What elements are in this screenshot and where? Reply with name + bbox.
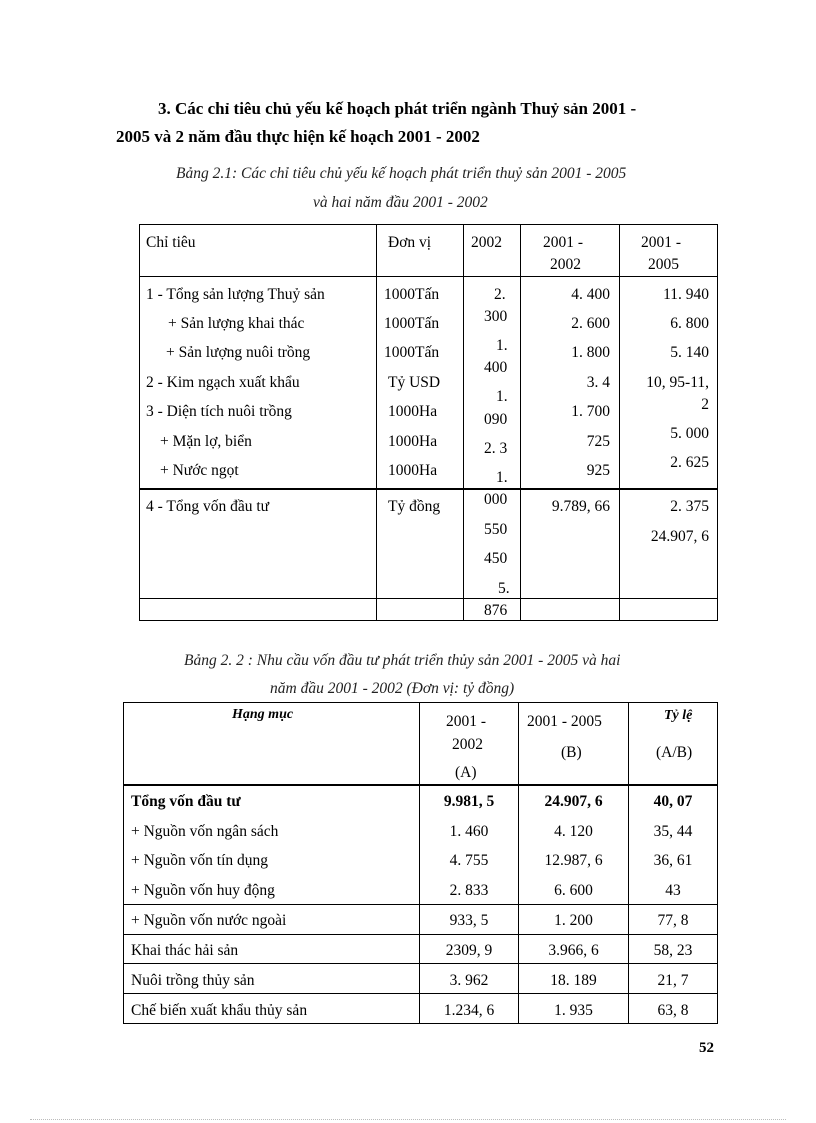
table1-2002-fragment: 400	[484, 359, 508, 376]
table1-header-2001-2005-b: 2005	[648, 256, 679, 273]
table1-2002-fragment: 1.	[496, 388, 508, 405]
table2-row-a: 1.234, 6	[443, 1002, 495, 1019]
table2-header-b-line1: 2001 - 2005	[527, 713, 602, 730]
table2-row-ratio: 77, 8	[657, 912, 689, 929]
table2-row-b: 3.966, 6	[548, 942, 599, 959]
table2-caption-line2: năm đầu 2001 - 2002 (Đơn vị: tỷ đồng)	[270, 680, 515, 697]
table1-vline-3	[520, 224, 521, 621]
section-title-line1: 3. Các chỉ tiêu chủ yếu kế hoạch phát triển ngành Thuỷ sản 2001 -	[158, 99, 637, 118]
table2-row-a: 9.981, 5	[443, 793, 495, 810]
table1-caption-line1: Bảng 2.1: Các chỉ tiêu chủ yếu kế hoạch phát triển thuỷ sản 2001 - 2005	[176, 165, 627, 182]
table1-indicator: + Nước ngọt	[160, 462, 239, 479]
table1-indicator: + Sản lượng khai thác	[168, 315, 305, 332]
table1-2001-2002-value: 3. 4	[586, 374, 610, 391]
table1-border-top	[139, 224, 718, 225]
table1-border-bottom	[139, 620, 718, 621]
table1-2002-fragment: 300	[484, 308, 508, 325]
section-title-line2: 2005 và 2 năm đầu thực hiện kế hoạch 2001 - 2002	[116, 127, 480, 146]
table1-2002-fragment: 450	[484, 550, 508, 567]
table1-header-2001-2002-a: 2001 -	[543, 234, 584, 251]
table2-row-ratio: 21, 7	[657, 972, 689, 989]
table1-indicator: 2 - Kim ngạch xuất khẩu	[146, 374, 300, 391]
table1-unit: 1000Ha	[388, 462, 438, 479]
table2-vline-4	[717, 702, 718, 1024]
table1-thick-divider	[139, 488, 718, 490]
table1-2002-fragment: 000	[484, 491, 508, 508]
table1-2002-fragment: 1.	[496, 337, 508, 354]
table1-2002-fragment: 1.	[496, 469, 508, 486]
table2-row-ratio: 58, 23	[653, 942, 693, 959]
table1-2001-2002-value: 725	[586, 433, 610, 450]
table2-row-label: + Nguồn vốn nước ngoài	[131, 912, 287, 929]
table1-unit: 1000Tấn	[384, 344, 440, 361]
table1-header-divider	[139, 276, 718, 277]
table1-2001-2005-value: 10, 95-11,	[646, 374, 709, 391]
table1-2001-2002-investment: 9.789, 66	[551, 498, 610, 515]
table2-row-label: + Nguồn vốn ngân sách	[131, 823, 279, 840]
table1-unit-investment: Tỷ đồng	[388, 498, 441, 515]
table1-2002-fragment: 090	[484, 411, 508, 428]
table1-indicator: + Sản lượng nuôi trồng	[166, 344, 311, 361]
table1-unit: Tỷ USD	[388, 374, 441, 391]
table1-header-2001-2002-b: 2002	[550, 256, 581, 273]
table1-2002-fragment: 550	[484, 521, 508, 538]
table1-indicator: 3 - Diện tích nuôi trồng	[146, 403, 292, 420]
table2-row-b: 6. 600	[554, 882, 593, 899]
table1-2001-2005-value: 5. 000	[670, 425, 709, 442]
table2-row-b: 1. 200	[554, 912, 593, 929]
table2-row-b: 4. 120	[554, 823, 593, 840]
table1-vline-1	[376, 224, 377, 621]
table1-vline-0	[139, 224, 140, 621]
table2-row-label: + Nguồn vốn huy động	[131, 882, 275, 899]
table1-unit: 1000Tấn	[384, 315, 440, 332]
table1-2002-fragment: 2.	[494, 286, 506, 303]
table2-vline-0	[123, 702, 124, 1024]
table2-row-b: 1. 935	[554, 1002, 593, 1019]
table1-caption-line2: và hai năm đầu 2001 - 2002	[313, 194, 488, 211]
table1-2002-fragment: 5.	[498, 580, 510, 597]
table2-header-category: Hạng mục	[232, 707, 294, 722]
table2-header-a-line2: 2002	[452, 736, 483, 753]
table2-row-ratio: 40, 07	[653, 793, 693, 810]
table2-row-ratio: 36, 61	[653, 852, 693, 869]
table1-header-2001-2005-a: 2001 -	[641, 234, 682, 251]
table2-row-a: 933, 5	[449, 912, 489, 929]
table1-2001-2005-value: 6. 800	[670, 315, 709, 332]
table2-row-a: 2309, 9	[445, 942, 493, 959]
table2-header-b-line2: (B)	[561, 744, 582, 761]
table2-row-a: 3. 962	[449, 972, 489, 989]
table1-2002-fragment: 876	[484, 602, 508, 619]
table2-row-label: Chế biến xuất khẩu thủy sản	[131, 1002, 308, 1019]
table1-2001-2005-value: 5. 140	[670, 344, 709, 361]
table1-indicator: 1 - Tổng sản lượng Thuỷ sản	[146, 286, 325, 303]
table1-2002-fragment: 2. 3	[484, 440, 508, 457]
table1-2001-2005-value: 2	[701, 396, 709, 413]
table1-2001-2005-investment-b: 24.907, 6	[650, 528, 709, 545]
table2-row-label: Khai thác hải sản	[131, 942, 239, 959]
table1-2001-2005-investment-a: 2. 375	[670, 498, 709, 515]
page-bottom-divider	[30, 1119, 786, 1120]
table1-vline-2	[463, 224, 464, 621]
table1-2001-2002-value: 4. 400	[571, 286, 610, 303]
table1-bottom-row-divider	[139, 598, 718, 599]
table1-2001-2002-value: 2. 600	[571, 315, 610, 332]
table2-row-a: 2. 833	[449, 882, 489, 899]
table2-header-a-line3: (A)	[455, 764, 477, 781]
table1-header-indicator: Chỉ tiêu	[146, 234, 196, 251]
table1-2001-2002-value: 1. 700	[571, 403, 610, 420]
table1-vline-5	[717, 224, 718, 621]
table1-header-unit: Đơn vị	[388, 234, 432, 251]
table1-2001-2002-value: 925	[586, 462, 610, 479]
table2-row-label: Nuôi trồng thủy sản	[131, 972, 255, 989]
table1-indicator: + Mặn lợ, biển	[160, 433, 252, 450]
table2-row-ratio: 43	[665, 882, 681, 899]
table2-row-ratio: 63, 8	[657, 1002, 689, 1019]
table2-row-b: 12.987, 6	[544, 852, 603, 869]
table1-2001-2005-value: 11. 940	[663, 286, 709, 303]
table1-vline-4	[619, 224, 620, 621]
table1-unit: 1000Ha	[388, 403, 438, 420]
table2-row-a: 1. 460	[449, 823, 489, 840]
table2-row-label: Tổng vốn đầu tư	[131, 793, 241, 810]
table1-indicator-investment: 4 - Tổng vốn đầu tư	[146, 498, 270, 515]
table1-header-2002: 2002	[471, 234, 502, 251]
table2-row-ratio: 35, 44	[653, 823, 693, 840]
table2-header-ratio-line1: Tỷ lệ	[664, 708, 693, 723]
table1-unit: 1000Tấn	[384, 286, 440, 303]
table2-caption-line1: Bảng 2. 2 : Nhu cầu vốn đầu tư phát triển thủy sản 2001 - 2005 và hai	[184, 652, 621, 669]
table1-2001-2002-value: 1. 800	[571, 344, 610, 361]
table1-unit: 1000Ha	[388, 433, 438, 450]
table2-header-ratio-line2: (A/B)	[656, 744, 693, 761]
page-number: 52	[699, 1040, 714, 1056]
table2-row-a: 4. 755	[449, 852, 489, 869]
table2-row-b: 24.907, 6	[544, 793, 603, 810]
table2-row-label: + Nguồn vốn tín dụng	[131, 852, 269, 869]
table1-2001-2005-value: 2. 625	[670, 454, 709, 471]
table2-row-b: 18. 189	[550, 972, 597, 989]
table2-header-a-line1: 2001 -	[446, 713, 487, 730]
